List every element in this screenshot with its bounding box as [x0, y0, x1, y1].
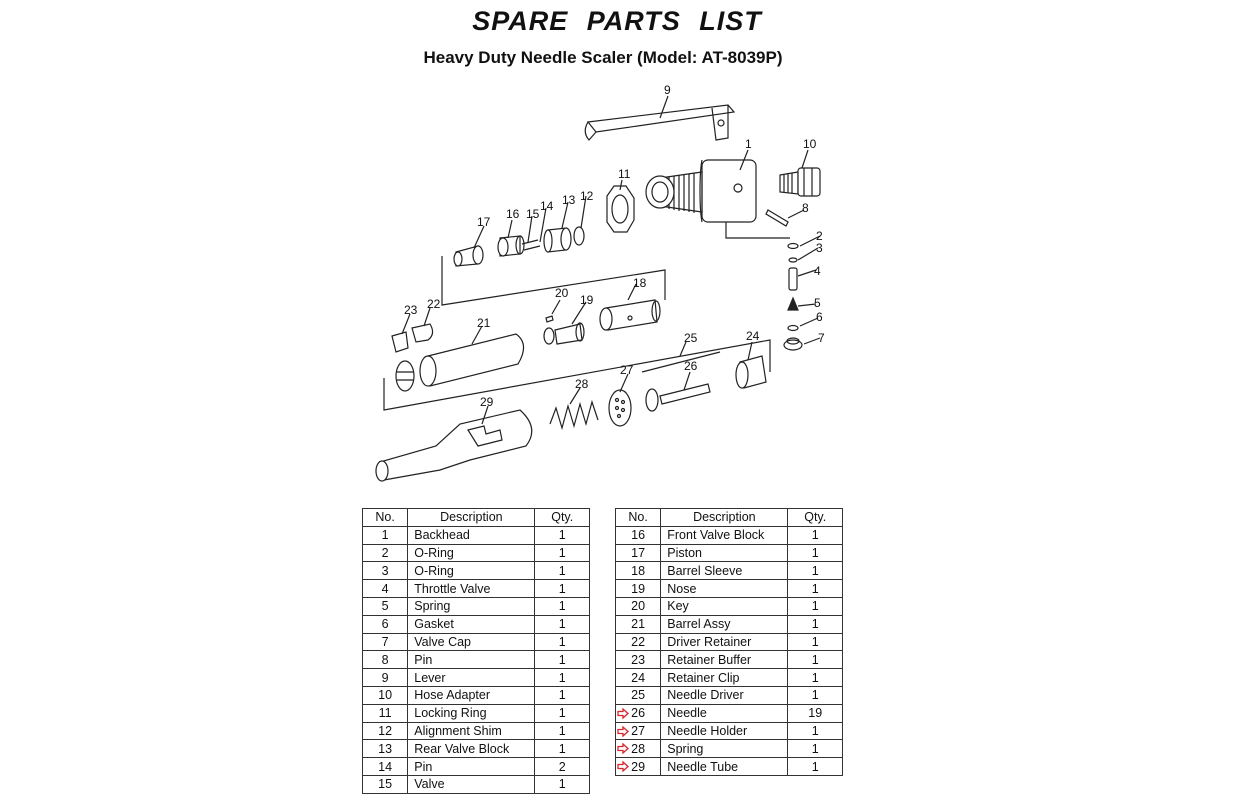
part-number-cell	[363, 775, 408, 793]
callout-21: 21	[477, 316, 491, 330]
part-key	[546, 316, 553, 322]
part-number-cell	[363, 686, 408, 704]
part-number-cell	[616, 669, 661, 687]
part-quantity: 1	[535, 526, 590, 544]
callout-2: 2	[816, 229, 823, 243]
part-quantity: 1	[535, 562, 590, 580]
table-row	[616, 615, 843, 633]
part-number: 6	[381, 617, 389, 632]
part-description: Key	[661, 597, 788, 615]
part-number: 14	[378, 759, 393, 774]
part-needle-driver	[646, 384, 710, 411]
part-number: 23	[631, 652, 646, 667]
part-description: Barrel Assy	[661, 615, 788, 633]
part-number-cell	[363, 580, 408, 598]
part-quantity: 1	[535, 722, 590, 740]
callout-5: 5	[814, 296, 821, 310]
part-number: 22	[631, 634, 646, 649]
table-row	[363, 651, 590, 669]
part-description: Piston	[661, 544, 788, 562]
header-qty: Qty.	[788, 509, 843, 527]
part-number-cell	[363, 651, 408, 669]
callout-15: 15	[526, 207, 540, 221]
header-no: No.	[363, 509, 408, 527]
part-number: 24	[631, 670, 646, 685]
part-barrel-sleeve	[600, 300, 660, 330]
table-row	[363, 775, 590, 793]
part-number-cell	[363, 633, 408, 651]
callout-11: 11	[618, 167, 631, 181]
part-quantity: 1	[535, 544, 590, 562]
table-row	[616, 597, 843, 615]
part-number-cell	[363, 740, 408, 758]
part-description: Retainer Clip	[661, 669, 788, 687]
table-row	[363, 740, 590, 758]
page-title: SPARE PARTS LIST	[472, 6, 762, 36]
part-barrel-assy	[396, 334, 524, 391]
table-row	[616, 580, 843, 598]
table-row	[616, 633, 843, 651]
part-number-cell	[616, 704, 661, 722]
callout-19: 19	[580, 293, 594, 307]
callout-16: 16	[506, 207, 520, 221]
part-description: Lever	[408, 669, 535, 687]
part-number: 12	[378, 723, 393, 738]
part-description: Rear Valve Block	[408, 740, 535, 758]
part-description: Front Valve Block	[661, 526, 788, 544]
table-header-row	[363, 509, 590, 527]
part-quantity: 1	[788, 615, 843, 633]
part-number: 26	[631, 706, 646, 721]
table-row	[363, 669, 590, 687]
arrow-right-outline-icon	[617, 708, 629, 719]
table-row	[363, 615, 590, 633]
table-row	[616, 758, 843, 776]
callout-25: 25	[684, 331, 698, 345]
part-number-cell	[616, 722, 661, 740]
part-number: 25	[631, 688, 646, 703]
parts-table-left	[362, 508, 590, 794]
callout-17: 17	[477, 215, 491, 229]
table-header-row	[616, 509, 843, 527]
part-number: 15	[378, 777, 393, 792]
table-row	[363, 580, 590, 598]
part-quantity: 1	[788, 686, 843, 704]
table-row	[363, 722, 590, 740]
part-alignment-shim	[574, 227, 584, 245]
callout-12: 12	[580, 189, 594, 203]
callout-9: 9	[664, 83, 671, 97]
callout-6: 6	[816, 310, 823, 324]
part-number: 11	[378, 706, 392, 721]
part-description: Hose Adapter	[408, 686, 535, 704]
part-number-cell	[616, 633, 661, 651]
part-number-cell	[363, 669, 408, 687]
part-number: 28	[631, 741, 646, 756]
part-quantity: 1	[788, 669, 843, 687]
part-number: 16	[631, 528, 646, 543]
table-row	[363, 544, 590, 562]
part-description: Locking Ring	[408, 704, 535, 722]
part-number-cell	[616, 597, 661, 615]
part-lever	[585, 105, 734, 140]
header-qty: Qty.	[535, 509, 590, 527]
arrow-right-outline-icon	[617, 726, 629, 737]
part-quantity: 1	[535, 775, 590, 793]
part-quantity: 1	[535, 651, 590, 669]
callout-10: 10	[803, 137, 817, 151]
table-row	[616, 740, 843, 758]
part-number: 3	[381, 563, 389, 578]
page-subtitle: Heavy Duty Needle Scaler (Model: AT-8039P)	[423, 48, 783, 67]
arrow-right-outline-icon	[617, 743, 629, 754]
part-number-cell	[616, 562, 661, 580]
part-number: 13	[378, 741, 393, 756]
part-description: Driver Retainer	[661, 633, 788, 651]
part-quantity: 2	[535, 758, 590, 776]
callout-8: 8	[802, 201, 809, 215]
part-number: 10	[378, 688, 393, 703]
callout-13: 13	[562, 193, 576, 207]
table-row	[616, 651, 843, 669]
part-spring	[550, 402, 598, 428]
part-quantity: 1	[535, 580, 590, 598]
part-quantity: 1	[788, 597, 843, 615]
part-number: 19	[631, 581, 646, 596]
table-row	[616, 526, 843, 544]
part-retainer-clip	[736, 356, 766, 388]
part-number: 17	[631, 545, 646, 560]
part-quantity: 1	[788, 651, 843, 669]
part-number: 8	[381, 652, 389, 667]
part-nose	[544, 323, 584, 344]
part-quantity: 1	[788, 580, 843, 598]
callout-18: 18	[633, 276, 647, 290]
part-quantity: 1	[535, 669, 590, 687]
part-number: 2	[381, 545, 389, 560]
header-description: Description	[661, 509, 788, 527]
part-quantity: 1	[788, 722, 843, 740]
table-row	[363, 633, 590, 651]
part-number-cell	[363, 758, 408, 776]
table-row	[616, 669, 843, 687]
callout-22: 22	[427, 297, 441, 311]
callout-23: 23	[404, 303, 418, 317]
part-driver-retainer	[412, 324, 433, 342]
part-description: Nose	[661, 580, 788, 598]
part-pins	[522, 240, 540, 250]
part-number: 9	[381, 670, 389, 685]
part-quantity: 1	[535, 740, 590, 758]
part-quantity: 1	[788, 633, 843, 651]
callout-1: 1	[745, 137, 752, 151]
table-row	[363, 704, 590, 722]
callout-20: 20	[555, 286, 569, 300]
part-number: 20	[631, 599, 646, 614]
part-description: Gasket	[408, 615, 535, 633]
callout-26: 26	[684, 359, 698, 373]
part-front-valve-block	[498, 236, 524, 256]
part-number-cell	[363, 526, 408, 544]
part-pin	[766, 210, 788, 226]
part-needle-tube	[376, 410, 532, 481]
part-description: Spring	[408, 597, 535, 615]
callout-14: 14	[540, 199, 554, 213]
table-row	[363, 562, 590, 580]
callout-27: 27	[620, 363, 634, 377]
arrow-right-outline-icon	[617, 761, 629, 772]
table-row	[363, 597, 590, 615]
part-description: Valve	[408, 775, 535, 793]
part-number: 1	[381, 528, 389, 543]
part-description: Throttle Valve	[408, 580, 535, 598]
part-number-cell	[363, 597, 408, 615]
part-number-cell	[616, 526, 661, 544]
part-number: 27	[631, 723, 646, 738]
part-number-cell	[616, 740, 661, 758]
part-number: 5	[381, 599, 389, 614]
part-description: Backhead	[408, 526, 535, 544]
part-description: Spring	[661, 740, 788, 758]
part-number-cell	[363, 615, 408, 633]
part-quantity: 1	[535, 704, 590, 722]
part-description: Needle Driver	[661, 686, 788, 704]
table-row	[363, 526, 590, 544]
parts-table-right	[615, 508, 843, 776]
part-number: 21	[631, 617, 646, 632]
part-quantity: 1	[535, 686, 590, 704]
part-number-cell	[616, 686, 661, 704]
part-quantity: 19	[788, 704, 843, 722]
part-backhead	[646, 160, 790, 238]
part-description: Barrel Sleeve	[661, 562, 788, 580]
part-number-cell	[363, 544, 408, 562]
callout-24: 24	[746, 329, 760, 343]
callout-3: 3	[816, 241, 823, 255]
table-row	[363, 686, 590, 704]
part-description: Retainer Buffer	[661, 651, 788, 669]
part-locking-ring	[607, 186, 634, 232]
part-number: 18	[631, 563, 646, 578]
part-number: 29	[631, 759, 646, 774]
table-row	[616, 722, 843, 740]
part-needle-holder	[609, 390, 631, 426]
part-quantity: 1	[788, 562, 843, 580]
part-number-cell	[616, 544, 661, 562]
callout-29: 29	[480, 395, 494, 409]
part-quantity: 1	[535, 615, 590, 633]
part-description: Needle Holder	[661, 722, 788, 740]
part-description: Pin	[408, 651, 535, 669]
part-quantity: 1	[788, 758, 843, 776]
part-quantity: 1	[788, 526, 843, 544]
part-number-cell	[363, 722, 408, 740]
part-description: Needle	[661, 704, 788, 722]
table-row	[616, 704, 843, 722]
part-number-cell	[363, 704, 408, 722]
callout-4: 4	[814, 264, 821, 278]
part-retainer-buffer	[392, 332, 408, 352]
part-number-cell	[616, 615, 661, 633]
table-row	[616, 686, 843, 704]
header-description: Description	[408, 509, 535, 527]
part-description: O-Ring	[408, 562, 535, 580]
part-quantity: 1	[535, 633, 590, 651]
part-piston	[454, 246, 483, 266]
part-quantity: 1	[788, 740, 843, 758]
part-hose-adapter	[780, 168, 820, 196]
part-description: Needle Tube	[661, 758, 788, 776]
table-row	[363, 758, 590, 776]
part-description: Pin	[408, 758, 535, 776]
part-number-cell	[363, 562, 408, 580]
callout-28: 28	[575, 377, 589, 391]
part-rear-valve-block	[544, 228, 571, 252]
part-description: O-Ring	[408, 544, 535, 562]
callout-7: 7	[818, 331, 825, 345]
part-number-cell	[616, 651, 661, 669]
part-number: 7	[381, 634, 389, 649]
part-quantity: 1	[788, 544, 843, 562]
part-description: Valve Cap	[408, 633, 535, 651]
part-number-cell	[616, 580, 661, 598]
table-row	[616, 562, 843, 580]
part-number: 4	[381, 581, 389, 596]
part-description: Alignment Shim	[408, 722, 535, 740]
part-number-cell	[616, 758, 661, 776]
header-no: No.	[616, 509, 661, 527]
part-quantity: 1	[535, 597, 590, 615]
table-row	[616, 544, 843, 562]
